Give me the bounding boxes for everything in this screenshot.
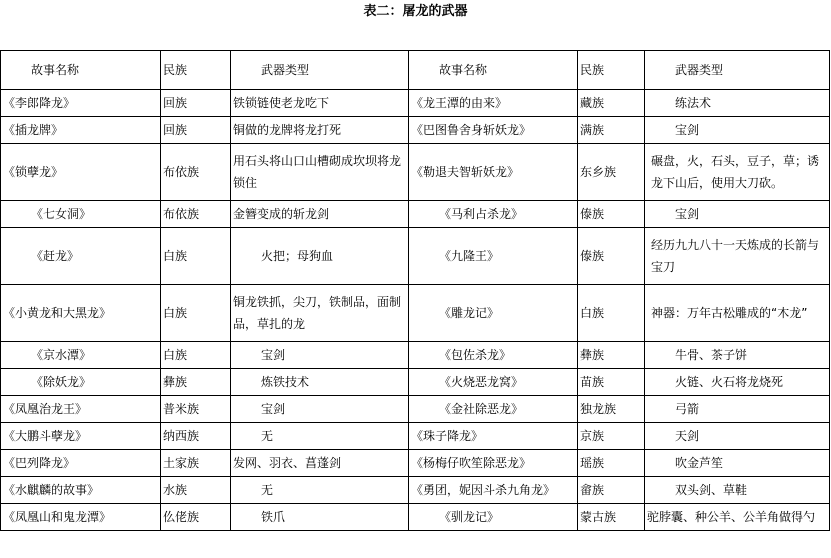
ethnic-cell: 畲族 xyxy=(578,477,645,504)
ethnic-cell: 彝族 xyxy=(578,342,645,369)
table-row xyxy=(1,477,830,504)
ethnic-cell: 白族 xyxy=(161,342,231,369)
ethnic-cell: 满族 xyxy=(578,117,645,144)
ethnic-cell: 京族 xyxy=(578,423,645,450)
story-name-cell: 《勇团，妮因斗杀九角龙》 xyxy=(409,477,578,504)
story-name-cell: 《雕龙记》 xyxy=(409,285,578,342)
weapon-cell: 宝剑 xyxy=(231,396,409,423)
story-name-cell: 《包佐杀龙》 xyxy=(409,342,578,369)
table-row xyxy=(1,201,830,228)
header-row xyxy=(1,51,830,90)
weapon-cell: 驼脖囊、种公羊、公羊角做得勺 xyxy=(645,504,830,531)
ethnic-cell: 仫佬族 xyxy=(161,504,231,531)
weapon-cell: 宝剑 xyxy=(645,117,830,144)
ethnic-cell: 白族 xyxy=(578,285,645,342)
weapon-cell: 火把；母狗血 xyxy=(231,228,409,285)
weapon-cell: 铜做的龙牌将龙打死 xyxy=(231,117,409,144)
weapon-cell: 牛骨、茶子饼 xyxy=(645,342,830,369)
story-name-cell: 《插龙牌》 xyxy=(1,117,161,144)
weapon-cell: 用石头将山口山槽砌成坎坝将龙锁住 xyxy=(231,144,409,201)
ethnic-cell: 傣族 xyxy=(578,228,645,285)
story-name-cell: 《勒退夫智斩妖龙》 xyxy=(409,144,578,201)
weapon-cell: 金簪变成的斩龙剑 xyxy=(231,201,409,228)
story-name-cell: 《金社除恶龙》 xyxy=(409,396,578,423)
header-ethnic-left: 民族 xyxy=(161,51,231,90)
table-row xyxy=(1,228,830,285)
weapon-cell: 天剑 xyxy=(645,423,830,450)
header-weapon-right: 武器类型 xyxy=(645,51,830,90)
weapon-cell: 吹金芦笙 xyxy=(645,450,830,477)
header-ethnic-right: 民族 xyxy=(578,51,645,90)
story-name-cell: 《珠子降龙》 xyxy=(409,423,578,450)
ethnic-cell: 白族 xyxy=(161,228,231,285)
ethnic-cell: 东乡族 xyxy=(578,144,645,201)
story-name-cell: 《京水潭》 xyxy=(1,342,161,369)
story-name-cell: 《驯龙记》 xyxy=(409,504,578,531)
table-row xyxy=(1,396,830,423)
story-name-cell: 《赶龙》 xyxy=(1,228,161,285)
story-name-cell: 《杨梅仔吹笙除恶龙》 xyxy=(409,450,578,477)
table-row xyxy=(1,450,830,477)
weapon-cell: 经历九九八十一天炼成的长箭与宝刀 xyxy=(645,228,830,285)
table-row xyxy=(1,423,830,450)
story-name-cell: 《凤凰山和鬼龙潭》 xyxy=(1,504,161,531)
ethnic-cell: 蒙古族 xyxy=(578,504,645,531)
ethnic-cell: 普米族 xyxy=(161,396,231,423)
ethnic-cell: 纳西族 xyxy=(161,423,231,450)
weapon-cell: 神器：万年古松雕成的“木龙” xyxy=(645,285,830,342)
weapon-cell: 铁锁链使老龙吃下 xyxy=(231,90,409,117)
ethnic-cell: 回族 xyxy=(161,117,231,144)
header-story-left: 故事名称 xyxy=(1,51,161,90)
weapon-cell: 宝剑 xyxy=(645,201,830,228)
header-weapon-left: 武器类型 xyxy=(231,51,409,90)
weapon-cell: 火链、火石将龙烧死 xyxy=(645,369,830,396)
story-name-cell: 《火烧恶龙窝》 xyxy=(409,369,578,396)
ethnic-cell: 傣族 xyxy=(578,201,645,228)
story-name-cell: 《龙王潭的由来》 xyxy=(409,90,578,117)
weapon-cell: 碾盘，火，石头，豆子，草；诱龙下山后，使用大刀砍。 xyxy=(645,144,830,201)
weapon-cell: 无 xyxy=(231,477,409,504)
table-row xyxy=(1,144,830,201)
table-row xyxy=(1,504,830,531)
ethnic-cell: 藏族 xyxy=(578,90,645,117)
story-name-cell: 《九隆王》 xyxy=(409,228,578,285)
weapon-cell: 宝剑 xyxy=(231,342,409,369)
weapon-cell: 铜龙铁抓，尖刀，铁制品，面制品，草扎的龙 xyxy=(231,285,409,342)
ethnic-cell: 独龙族 xyxy=(578,396,645,423)
ethnic-cell: 白族 xyxy=(161,285,231,342)
table-row xyxy=(1,117,830,144)
ethnic-cell: 布依族 xyxy=(161,144,231,201)
weapon-cell: 无 xyxy=(231,423,409,450)
ethnic-cell: 苗族 xyxy=(578,369,645,396)
story-name-cell: 《七女洞》 xyxy=(1,201,161,228)
ethnic-cell: 彝族 xyxy=(161,369,231,396)
story-name-cell: 《除妖龙》 xyxy=(1,369,161,396)
weapon-cell: 发网、羽衣、菖蓬剑 xyxy=(231,450,409,477)
weapon-cell: 练法术 xyxy=(645,90,830,117)
story-name-cell: 《大鹏斗孽龙》 xyxy=(1,423,161,450)
table-row xyxy=(1,285,830,342)
story-name-cell: 《小黄龙和大黑龙》 xyxy=(1,285,161,342)
dragon-weapons-table xyxy=(0,50,830,531)
weapon-cell: 双头剑、草鞋 xyxy=(645,477,830,504)
table-title: 表二：屠龙的武器 xyxy=(363,4,468,19)
story-name-cell: 《马利占杀龙》 xyxy=(409,201,578,228)
ethnic-cell: 土家族 xyxy=(161,450,231,477)
story-name-cell: 《锁孽龙》 xyxy=(1,144,161,201)
table-row xyxy=(1,369,830,396)
header-story-right: 故事名称 xyxy=(409,51,578,90)
ethnic-cell: 瑶族 xyxy=(578,450,645,477)
weapon-cell: 弓箭 xyxy=(645,396,830,423)
story-name-cell: 《李郎降龙》 xyxy=(1,90,161,117)
ethnic-cell: 回族 xyxy=(161,90,231,117)
ethnic-cell: 水族 xyxy=(161,477,231,504)
story-name-cell: 《巴图鲁舍身斩妖龙》 xyxy=(409,117,578,144)
table-row xyxy=(1,342,830,369)
weapon-cell: 炼铁技术 xyxy=(231,369,409,396)
story-name-cell: 《水麒麟的故事》 xyxy=(1,477,161,504)
story-name-cell: 《凤凰治龙王》 xyxy=(1,396,161,423)
ethnic-cell: 布依族 xyxy=(161,201,231,228)
table-row xyxy=(1,90,830,117)
story-name-cell: 《巴列降龙》 xyxy=(1,450,161,477)
weapon-cell: 铁爪 xyxy=(231,504,409,531)
